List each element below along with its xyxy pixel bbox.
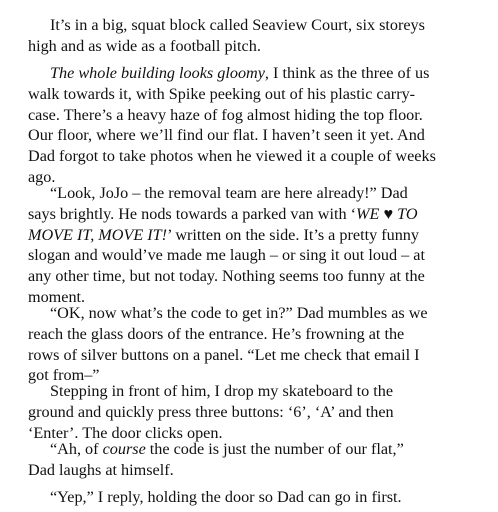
- text-segment: got from–”: [28, 366, 100, 385]
- text-segment: Stepping in front of him, I drop my skateboard to the: [50, 382, 394, 400]
- paragraph: [28, 439, 468, 481]
- text-segment: rows of silver buttons on a panel. “Let me check that email I: [28, 345, 420, 364]
- text-segment: slogan and would’ve made me laugh – or sing it out loud – at: [28, 246, 425, 265]
- italic-text-segment: course: [102, 440, 146, 458]
- text-segment: ‘Enter’. The door clicks open.: [28, 423, 223, 442]
- paragraph: [28, 487, 468, 508]
- text-line: [28, 204, 468, 225]
- text-segment: “Yep,” I reply, holding the door so Dad can go in first.: [50, 488, 402, 506]
- text-line: [28, 105, 468, 126]
- text-line: [28, 381, 468, 402]
- text-segment: Our floor, where we’ll find our flat. I haven’t seen it yet. And: [28, 126, 425, 145]
- text-line: [28, 487, 468, 508]
- text-segment: Dad laughs at himself.: [28, 460, 174, 479]
- paragraph: [28, 303, 468, 386]
- text-line: [28, 439, 468, 460]
- text-segment: high and as wide as a football pitch.: [28, 36, 261, 55]
- text-line: [28, 15, 468, 36]
- text-segment: any other time, but not today. Nothing seems too funny at the: [28, 267, 425, 286]
- paragraph: [28, 381, 468, 443]
- text-segment: the code is just the number of our flat,”: [145, 440, 404, 458]
- text-segment: says brightly. He nods towards a parked van with ‘: [28, 204, 357, 223]
- text-segment: Dad forgot to take photos when he viewed it a couple of weeks: [28, 147, 436, 166]
- paragraph: [28, 15, 468, 57]
- text-segment: ’ written on the side. It’s a pretty funny: [167, 225, 419, 244]
- text-line: [28, 36, 468, 57]
- paragraph: [28, 183, 468, 308]
- text-segment: “Look, JoJo – the removal team are here already!” Dad: [50, 184, 408, 202]
- text-segment: ground and quickly press three buttons: ‘6’, ‘A’ and then: [28, 402, 394, 421]
- text-line: [28, 303, 468, 324]
- italic-text-segment: WE ♥ TO: [356, 204, 418, 223]
- text-line: [28, 63, 468, 84]
- text-segment: , I think as the three of us: [264, 64, 430, 82]
- text-segment: “OK, now what’s the code to get in?” Dad mumbles as we: [50, 304, 428, 322]
- italic-text-segment: MOVE IT, MOVE IT!: [28, 225, 168, 244]
- text-line: [28, 324, 468, 345]
- text-segment: ago.: [28, 167, 56, 186]
- text-line: [28, 345, 468, 366]
- text-line: [28, 183, 468, 204]
- text-line: [28, 266, 468, 287]
- text-line: [28, 125, 468, 146]
- text-segment: It’s in a big, squat block called Seaview Court, six storeys: [50, 16, 425, 34]
- text-segment: case. There’s a heavy haze of fog almost hiding the top floor.: [28, 105, 423, 124]
- text-segment: reach the glass doors of the entrance. He’s frowning at the: [28, 324, 405, 343]
- text-segment: walk towards it, with Spike peeking out of his plastic carry-: [28, 84, 416, 103]
- text-line: [28, 146, 468, 167]
- text-line: [28, 245, 468, 266]
- paragraph: [28, 63, 468, 188]
- text-segment: “Ah, of: [50, 440, 103, 458]
- italic-text-segment: The whole building looks gloomy: [50, 64, 265, 82]
- text-line: [28, 84, 468, 105]
- text-segment: moment.: [28, 287, 86, 306]
- text-line: [28, 402, 468, 423]
- text-line: [28, 225, 468, 246]
- text-line: [28, 460, 468, 481]
